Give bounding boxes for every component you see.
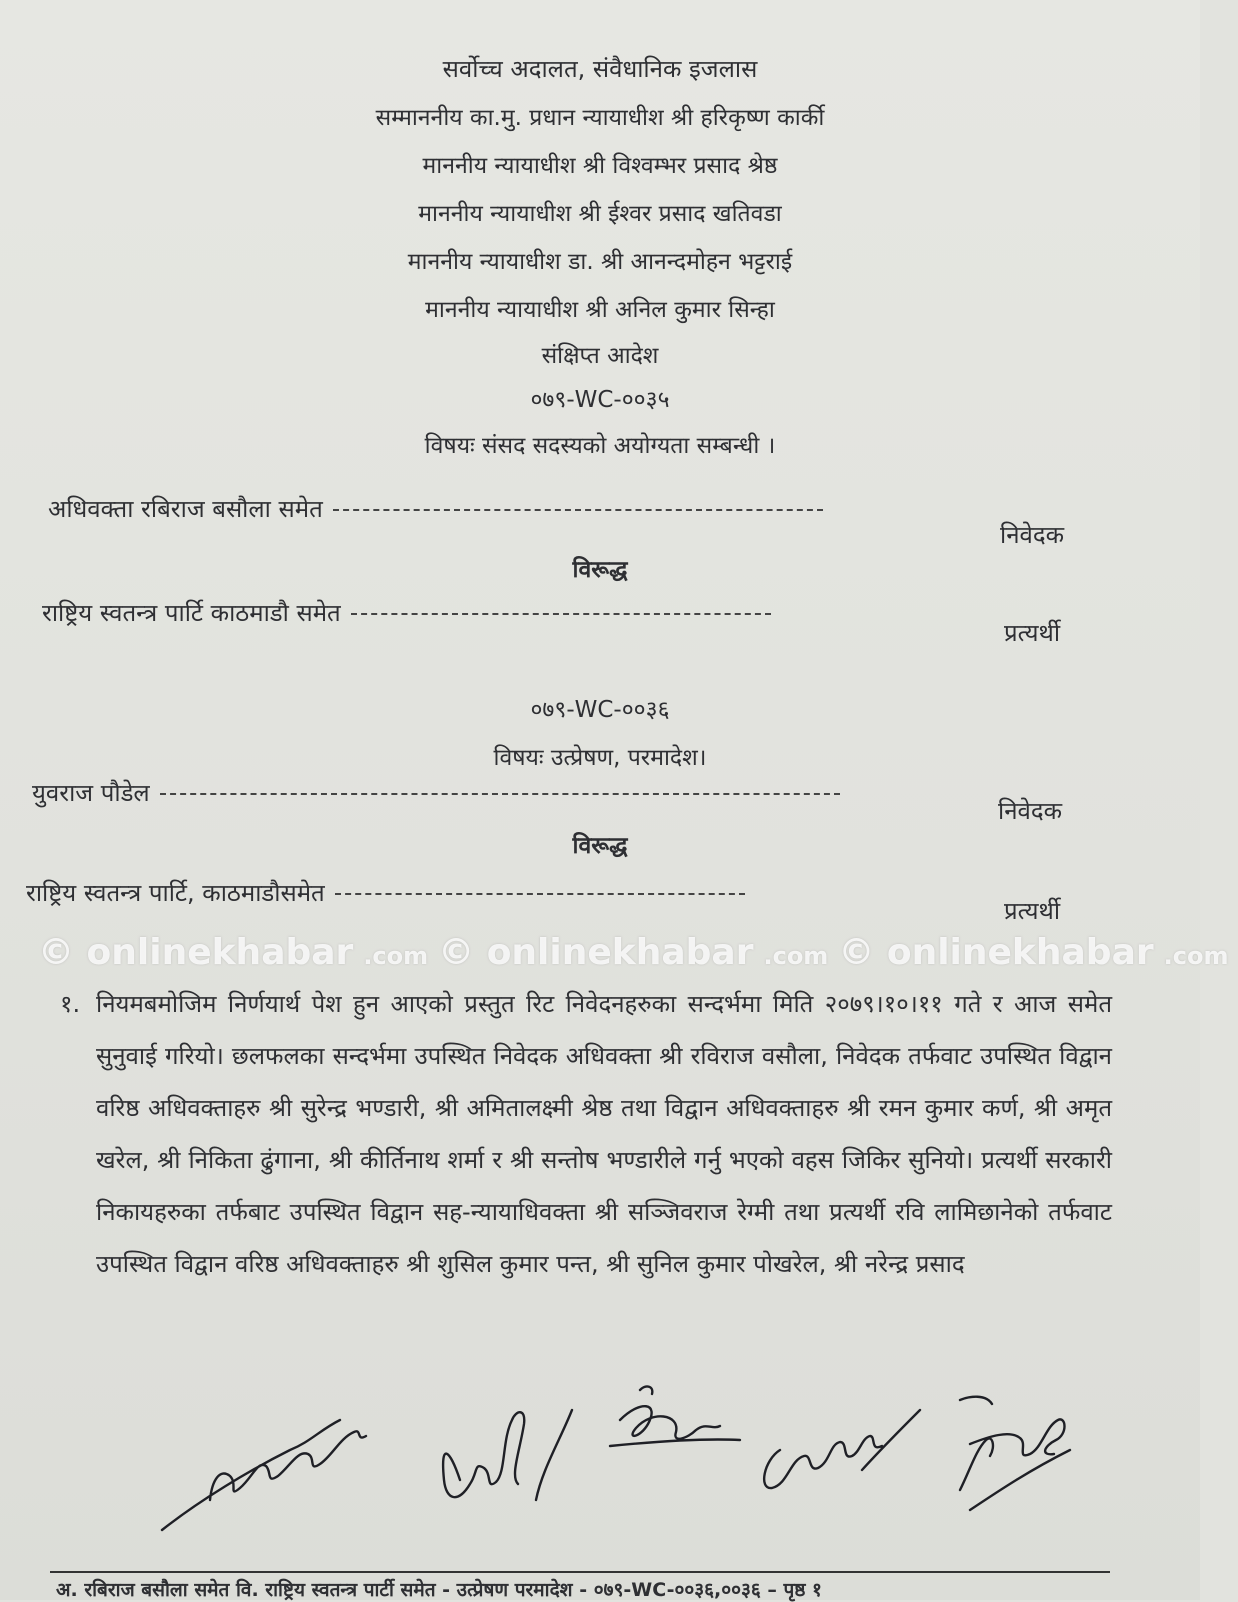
petitioner-row-2 — [32, 776, 840, 809]
dashed-leader — [335, 893, 745, 895]
dashed-leader — [333, 509, 823, 511]
footer-divider — [50, 1571, 1110, 1573]
petitioner-row-1 — [48, 492, 823, 525]
watermark-suffix: .com — [763, 942, 829, 970]
respondent-role-1: प्रत्यर्थी — [1004, 619, 1061, 647]
watermark-text: © onlinekhabar — [438, 932, 754, 973]
paragraph-text: नियमबमोजिम निर्णयार्थ पेश हुन आएको प्रस्तुत रिट निवेदनहरुका सन्दर्भमा मिति २०७९।१०।११ गते र आज समेत सुनुवाई गरियो। छलफलका सन्दर्भमा उपस्थित निवेदक अधिवक्ता श्री रविराज वसौला, निवेदक तर्फवाट उपस्थित विद्वान वरिष्ठ अधिवक्ताहरु श्री सुरेन्द्र भण्डारी, श्री अमितालक्ष्मी श्रेष्ठ तथा विद्वान अधिवक्ताहरु श्री रमन कुमार कर्ण, श्री अमृत खरेल, श्री निकिता ढुंगाना, श्री कीर्तिनाथ शर्मा र श्री सन्तोष भण्डारीले गर्नु भएको वहस जिकिर सुनियो। प्रत्यर्थी सरकारी निकायहरुका तर्फबाट उपस्थित विद्वान सह-न्यायाधिवक्ता श्री सञ्जिवराज रेग्मी तथा प्रत्यर्थी रवि लामिछानेको तर्फवाट उपस्थित विद्वान वरिष्ठ अधिवक्ताहरु श्री शुसिल कुमार पन्त, श्री सुनिल कुमार पोखरेल, श्री नरेन्द्र प्रसाद — [96, 990, 1112, 1278]
bench-justice-3: माननीय न्यायाधीश डा. श्री आनन्दमोहन भट्टराई — [407, 249, 793, 275]
case-subject-2: विषयः उत्प्रेषण, परमादेश। — [493, 745, 707, 771]
bench-chief-justice: सम्माननीय का.मु. प्रधान न्यायाधीश श्री हरिकृष्ण कार्की — [375, 105, 825, 131]
petitioner-name-2: युवराज पौडेल — [32, 779, 150, 807]
signatures-drawing — [140, 1380, 1100, 1540]
respondent-name-2: राष्ट्रिय स्वतन्त्र पार्टि, काठमाडौसमेत — [26, 879, 325, 907]
respondent-row-1 — [42, 596, 771, 629]
watermark — [0, 932, 1229, 982]
petitioner-name-1: अधिवक्ता रबिराज बसौला समेत — [48, 495, 323, 523]
paragraph-number: १. — [60, 990, 81, 1018]
dashed-leader — [160, 793, 840, 795]
petitioner-role-2: निवेदक — [998, 797, 1063, 825]
signature-2 — [443, 1410, 572, 1500]
signature-4 — [764, 1410, 920, 1488]
watermark-suffix: .com — [1163, 942, 1229, 970]
signature-1 — [162, 1420, 366, 1530]
signature-5 — [960, 1397, 1070, 1510]
judge-signatures — [140, 1380, 1100, 1540]
case-subject-1: विषयः संसद सदस्यको अयोग्यता सम्बन्धी । — [424, 433, 776, 459]
bench-justice-1: माननीय न्यायाधीश श्री विश्वम्भर प्रसाद श्रेष्ठ — [422, 153, 778, 179]
watermark-text: © onlinekhabar — [38, 932, 354, 973]
dashed-leader — [351, 613, 771, 615]
respondent-row-2 — [26, 876, 745, 909]
signature-3 — [610, 1387, 740, 1446]
case-number-1: ०७९-WC-००३५ — [530, 387, 670, 413]
order-paragraph-1 — [60, 978, 1112, 1290]
petitioner-role-1: निवेदक — [1000, 521, 1065, 549]
versus-label-1: विरूद्ध — [572, 557, 628, 583]
court-name: सर्वोच्च अदालत, संवैधानिक इजलास — [442, 55, 758, 83]
watermark-text: © onlinekhabar — [838, 932, 1154, 973]
case-number-2: ०७९-WC-००३६ — [530, 697, 670, 723]
order-title: संक्षिप्त आदेश — [541, 343, 659, 369]
respondent-name-1: राष्ट्रिय स्वतन्त्र पार्टि काठमाडौ समेत — [42, 599, 341, 627]
bench-justice-4: माननीय न्यायाधीश श्री अनिल कुमार सिन्हा — [425, 297, 775, 323]
watermark-suffix: .com — [363, 942, 429, 970]
versus-label-2: विरूद्ध — [572, 833, 628, 859]
bench-justice-2: माननीय न्यायाधीश श्री ईश्वर प्रसाद खतिवडा — [418, 201, 782, 227]
page-footer: अ. रबिराज बसौला समेत वि. राष्ट्रिय स्वतन्त्र पार्टी समेत - उत्प्रेषण परमादेश - ०७९-WC-००३६,००३६ – पृष्ठ १ — [56, 1579, 822, 1601]
respondent-role-2: प्रत्यर्थी — [1004, 897, 1061, 925]
